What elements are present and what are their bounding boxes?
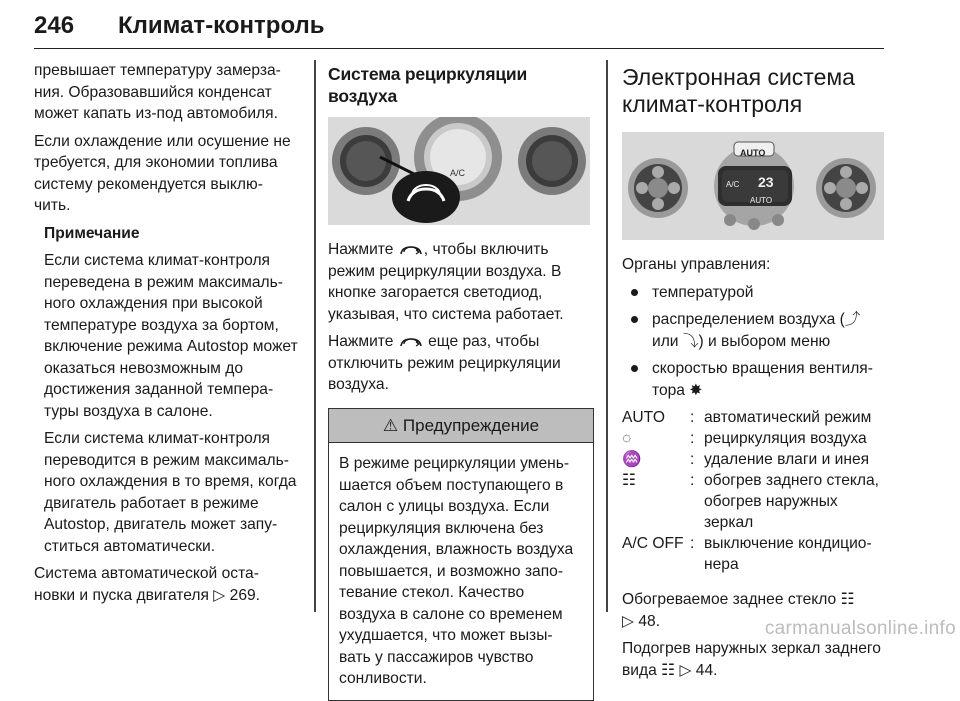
warning-title: Предупреждение (402, 415, 540, 435)
section-heading: Система рециркуляции воздуха (328, 64, 528, 106)
note-block (34, 223, 300, 558)
column-divider (606, 60, 608, 612)
table-value: обогрев заднего стекла, обогрев наружных зеркал (704, 472, 880, 531)
page-ref-icon: ▷ (622, 612, 634, 630)
rear-defrost-icon: ☷ (661, 661, 676, 679)
controls-list (622, 282, 884, 402)
recirculation-icon (398, 243, 424, 257)
warning-box (328, 408, 594, 701)
table-value: выключение кондицио- нера (704, 535, 872, 573)
page-title: Климат-контроль (118, 12, 325, 39)
list-item: температурой (622, 282, 884, 304)
rear-defrost-icon: ☷ (622, 472, 636, 489)
display-auto: AUTO (750, 196, 773, 205)
warning-text: В режиме рециркуляции умень- шается объем поступающего в салон с улицы воздуха. Если рециркуляция включена без охлаждения, влажность воздуха повышается, и возможно запо- тевание стекол. Качество воздуха в салоне со временем ухудшается, что может вызы- вать у пассажиров чувство сонливости. (339, 455, 574, 687)
watermark: carmanualsonline.info (764, 618, 956, 639)
page-header (34, 4, 884, 49)
display-ac: A/C (726, 180, 740, 189)
display-temp: 23 (758, 174, 774, 190)
page-number: 246 (34, 12, 75, 39)
paragraph: Обогреваемое заднее стекло ☷ ▷ 48. (622, 591, 855, 630)
warning-header (329, 409, 593, 444)
column-3 (622, 64, 884, 687)
note-paragraph: Если система климат-контроля переводится в режим максималь- ного охлаждения в то время, когда двигатель работает в режиме Autostop, двигатель может запу- ститься автоматически. (44, 430, 297, 555)
table-value: рециркуляция воздуха (704, 430, 867, 447)
paragraph: Если охлаждение или осушение не требуется, для экономии топлива систему рекомендуется выклю- чить. (34, 132, 291, 214)
table-row: ◌ : рециркуляция воздуха (622, 428, 884, 449)
controls-table (622, 407, 884, 575)
paragraph: Подогрев наружных зеркал заднего вида ☷ ▷ 44. (622, 640, 881, 679)
column-2 (328, 64, 594, 701)
electronic-climate-figure (622, 132, 884, 240)
page-ref-link[interactable]: 44. (695, 661, 718, 679)
recirculation-figure (328, 117, 590, 225)
table-row: A/C OFF : выключение кондицио- нера (622, 533, 884, 575)
section-heading: Электронная система климат-контроля (622, 64, 855, 117)
table-key: AUTO (622, 409, 666, 426)
ac-label: A/C (450, 168, 466, 178)
page-ref-link[interactable]: 269. (229, 586, 260, 604)
column-1 (34, 60, 300, 612)
air-distribution-down-icon: ⤵ (682, 332, 699, 350)
air-distribution-up-icon: ⤴ (844, 311, 861, 328)
table-row: ♒ : удаление влаги и инея (622, 449, 884, 470)
list-item: распределением воздуха (⤴ или ⤵) и выбором меню (622, 309, 884, 352)
paragraph: Нажмите еще раз, чтобы отключить режим рециркуляции воздуха. (328, 333, 561, 393)
paragraph: превышает температуру замерза- ния. Образовавшийся конденсат может капать из-под автомобиля. (34, 62, 281, 122)
defrost-icon: ♒ (622, 451, 642, 468)
page-ref-icon: ▷ (679, 661, 692, 679)
table-key: A/C OFF (622, 535, 684, 552)
list-item: скоростью вращения вентиля- тора ✸ (622, 358, 884, 401)
warning-icon: ⚠ (382, 415, 399, 435)
page-ref-icon: ▷ (213, 586, 226, 604)
recirculation-icon (398, 335, 424, 349)
note-heading: Примечание (44, 224, 140, 242)
auto-button-label: AUTO (740, 148, 766, 158)
paragraph: Система автоматической оста- новки и пуска двигателя ▷ 269. (34, 565, 260, 604)
recirculation-icon: ◌ (622, 430, 632, 447)
table-row: ☷ : обогрев заднего стекла, обогрев наружных зеркал (622, 470, 884, 533)
note-paragraph: Если система климат-контроля переведена в режим максималь- ного охлаждения при высокой температуре воздуха за бортом, включение режима Autostop может оказаться невозможным до достижения заданной темпера- туры воздуха в салоне. (44, 252, 298, 420)
table-value: удаление влаги и инея (704, 451, 870, 468)
controls-heading: Органы управления: (622, 256, 771, 273)
paragraph: Нажмите , чтобы включить режим рециркуляции воздуха. В кнопке загорается светодиод, указывая, что система работает. (328, 241, 564, 323)
table-value: автоматический режим (704, 409, 872, 426)
page-ref-link[interactable]: 48. (638, 612, 661, 630)
fan-icon: ✸ (689, 381, 703, 399)
table-row: AUTO : автоматический режим (622, 407, 884, 428)
column-divider (314, 60, 316, 612)
rear-defrost-icon: ☷ (840, 591, 855, 608)
